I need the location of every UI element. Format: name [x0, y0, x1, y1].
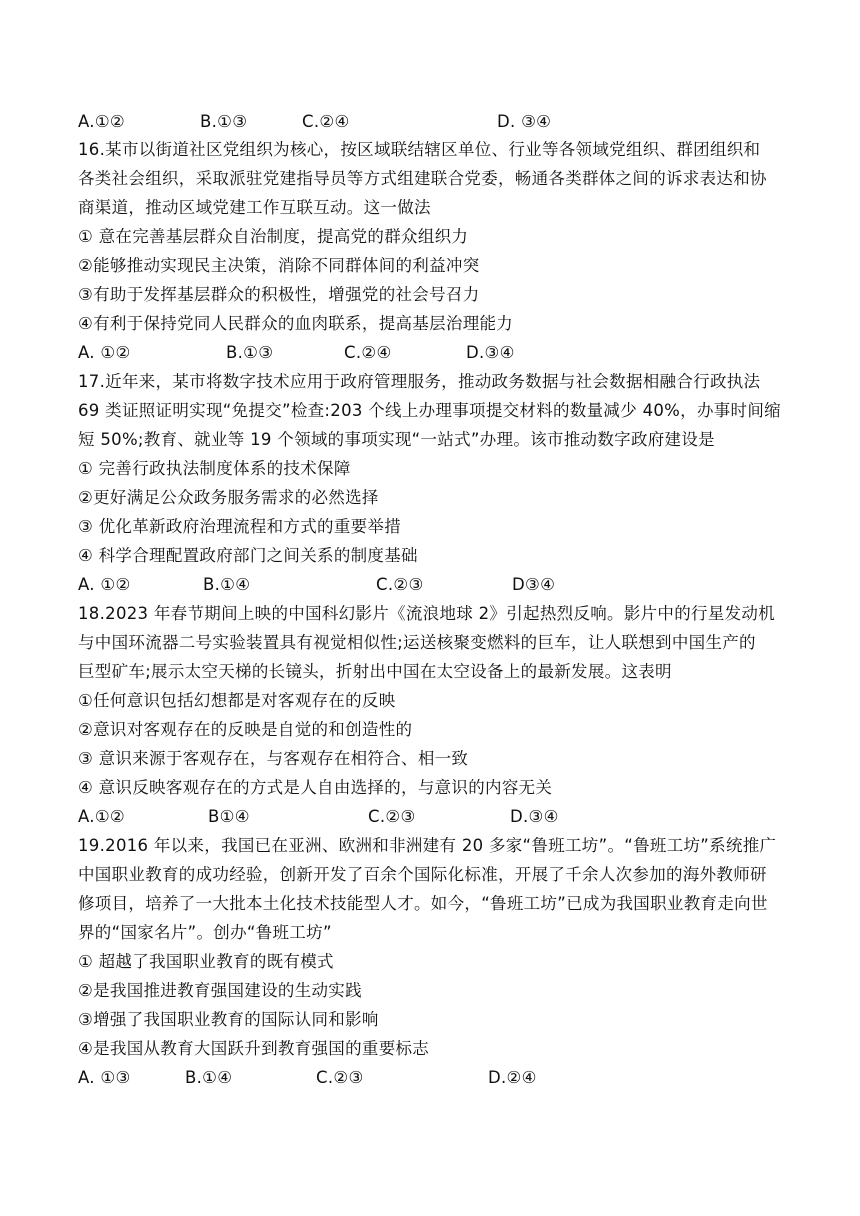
q15-choice-c: C.②④	[302, 112, 350, 131]
q17-stem-line-2: 69 类证照证明实现“免提交”检查:203 个线上办理事项提交材料的数量减少 40%，办事时间缩	[78, 401, 781, 420]
q16-choice-a: A. ①②	[78, 343, 131, 362]
q16-stem-line-1: 16.某市以街道社区党组织为核心，按区域联结辖区单位、行业等各领域党组织、群团组织和	[78, 140, 761, 159]
q17-item-1: ① 完善行政执法制度体系的技术保障	[78, 459, 351, 478]
q16-stem-line-2: 各类社会组织，采取派驻党建指导员等方式组建联合党委，畅通各类群体之间的诉求表达和协	[78, 169, 767, 188]
q16-stem-line-3: 商渠道，推动区域党建工作互联互动。这一做法	[78, 198, 431, 217]
q19-stem-line-1: 19.2016 年以来，我国已在亚洲、欧洲和非洲建有 20 多家“鲁班工坊”。“鲁班工坊”系统推广	[78, 836, 777, 855]
q18-item-2: ②意识对客观存在的反映是自觉的和创造性的	[78, 720, 413, 739]
q16-item-3: ③有助于发挥基层群众的积极性，增强党的社会号召力	[78, 285, 480, 304]
q18-choice-d: D.③④	[510, 807, 559, 826]
q18-stem-line-2: 与中国环流器二号实验装置具有视觉相似性;运送核聚变燃料的巨车，让人联想到中国生产的	[78, 633, 756, 652]
q19-item-1: ① 超越了我国职业教育的既有模式	[78, 952, 334, 971]
q17-choice-a: A. ①②	[78, 575, 131, 594]
q17-item-2: ②更好满足公众政务服务需求的必然选择	[78, 488, 379, 507]
q18-item-3: ③ 意识来源于客观存在，与客观存在相符合、相一致	[78, 749, 469, 768]
q16-item-1: ① 意在完善基层群众自治制度，提高党的群众组织力	[78, 227, 469, 246]
q18-stem-line-3: 巨型矿车;展示太空天梯的长镜头，折射出中国在太空设备上的最新发展。这表明	[78, 662, 672, 681]
q17-stem-line-1: 17.近年来，某市将数字技术应用于政府管理服务，推动政务数据与社会数据相融合行政执法	[78, 372, 761, 391]
q19-stem-line-4: 界的“国家名片”。创办“鲁班工坊”	[78, 923, 332, 942]
q15-choice-b: B.①③	[200, 112, 248, 131]
q17-stem-line-3: 短 50%;教育、就业等 19 个领域的事项实现“一站式”办理。该市推动数字政府建设是	[78, 430, 715, 449]
q19-item-2: ②是我国推进教育强国建设的生动实践	[78, 981, 362, 1000]
q18-item-1: ①任何意识包括幻想都是对客观存在的反映	[78, 691, 396, 710]
q19-stem-line-2: 中国职业教育的成功经验，创新开发了百余个国际化标准，开展了千余人次参加的海外教师研	[78, 865, 767, 884]
q19-item-4: ④是我国从教育大国跃升到教育强国的重要标志	[78, 1039, 430, 1058]
q18-choice-a: A.①②	[78, 807, 126, 826]
q17-choice-c: C.②③	[376, 575, 424, 594]
q19-choice-a: A. ①③	[78, 1068, 131, 1087]
q19-choice-b: B.①④	[185, 1068, 233, 1087]
q15-choice-d: D. ③④	[497, 112, 552, 131]
q17-choice-b: B.①④	[203, 575, 251, 594]
q19-stem-line-3: 修项目，培养了一大批本土化技术技能型人才。如今，“鲁班工坊”已成为我国职业教育走向世	[78, 894, 768, 913]
q16-choice-c: C.②④	[344, 343, 392, 362]
q16-item-4: ④有利于保持党同人民群众的血肉联系，提高基层治理能力	[78, 314, 514, 333]
q15-choice-a: A.①②	[78, 112, 126, 131]
q16-choice-d: D.③④	[466, 343, 515, 362]
q18-item-4: ④ 意识反映客观存在的方式是人自由选择的，与意识的内容无关	[78, 778, 553, 797]
q18-choice-b: B①④	[208, 807, 250, 826]
q16-choice-b: B.①③	[226, 343, 274, 362]
q19-choice-d: D.②④	[488, 1068, 537, 1087]
q18-stem-line-1: 18.2023 年春节期间上映的中国科幻影片《流浪地球 2》引起热烈反响。影片中的行星发动机	[78, 604, 776, 623]
q17-item-3: ③ 优化革新政府治理流程和方式的重要举措	[78, 517, 402, 536]
q18-choice-c: C.②③	[368, 807, 416, 826]
q19-choice-c: C.②③	[316, 1068, 364, 1087]
q17-item-4: ④ 科学合理配置政府部门之间关系的制度基础	[78, 546, 418, 565]
q17-choice-d: D③④	[512, 575, 556, 594]
q16-item-2: ②能够推动实现民主决策，消除不同群体间的利益冲突	[78, 256, 480, 275]
q19-item-3: ③增强了我国职业教育的国际认同和影响	[78, 1010, 379, 1029]
